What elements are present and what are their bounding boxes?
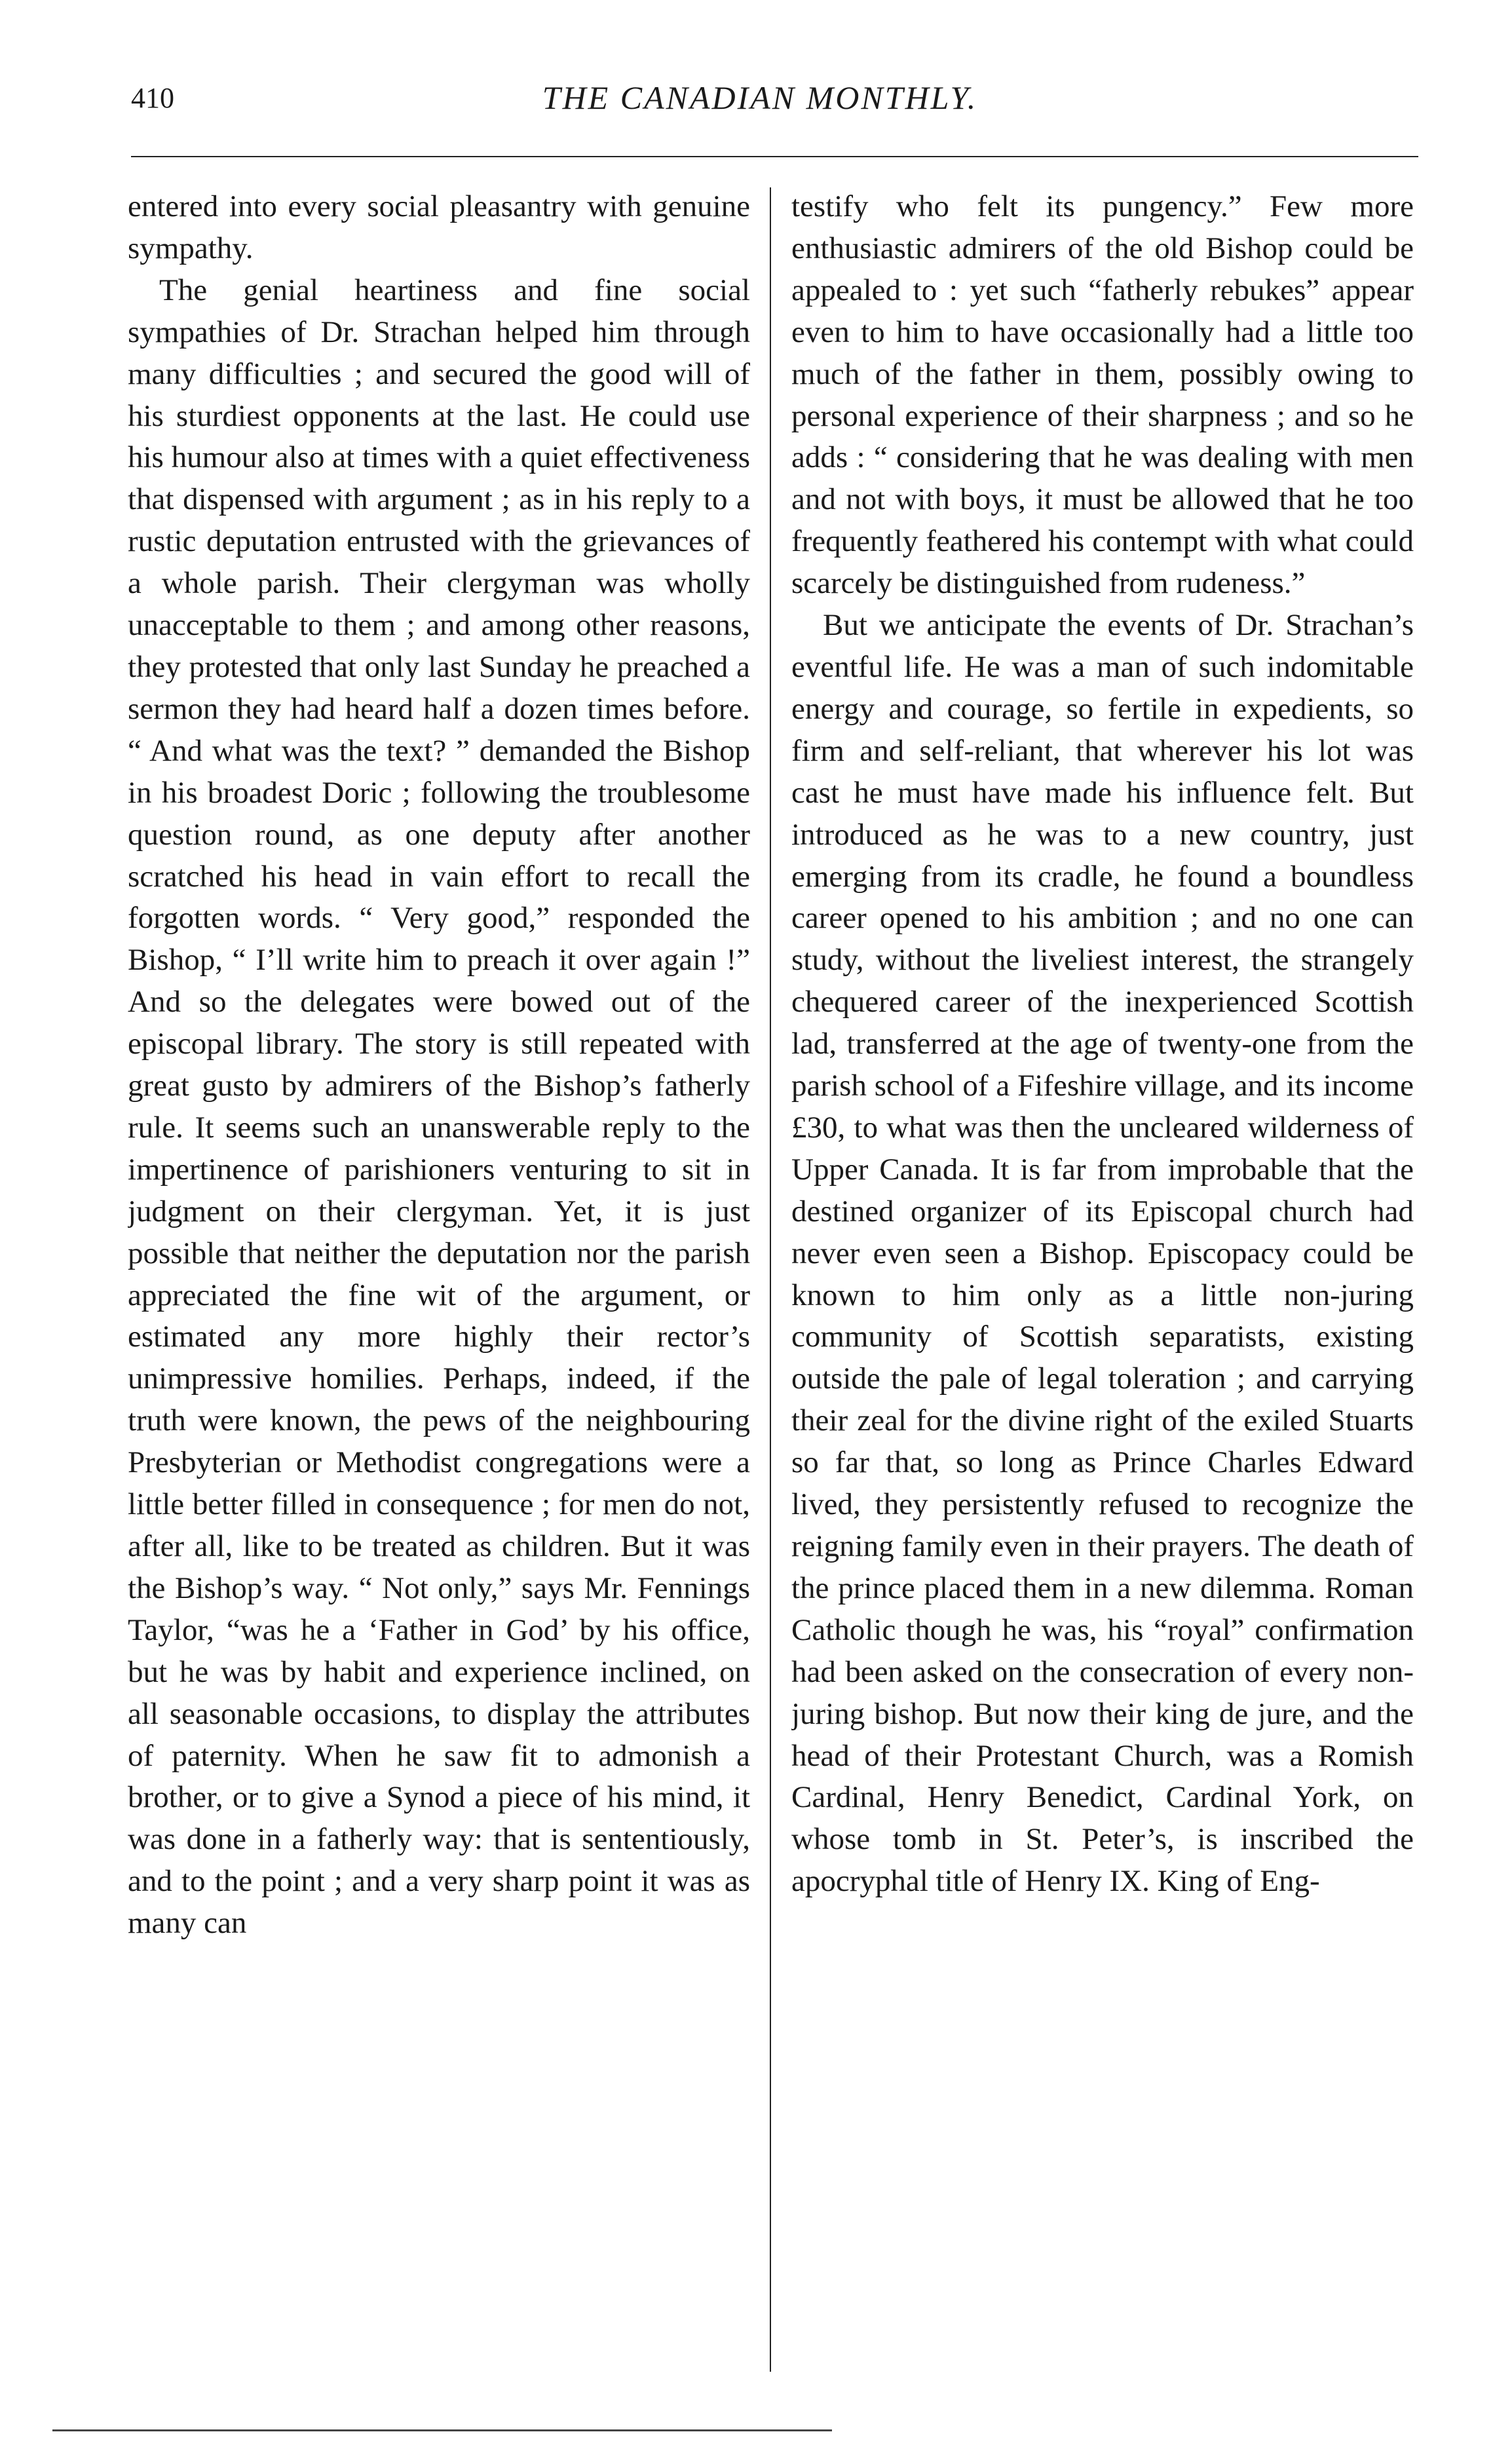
page-number: 410 [131, 82, 174, 114]
footer-rule [52, 2429, 832, 2431]
column-divider [770, 187, 771, 2372]
running-head: THE CANADIAN MONTHLY. [542, 79, 978, 116]
left-column [128, 186, 750, 2374]
right-paragraph-2: But we anticipate the events of Dr. Strachan’s eventful life. He was a man of such indomitable energy and courage, so fertile in expedients, so firm and self-reliant, that wherever his lot was cast he must have made his influence felt. But introduced as he was to a new country, just emerging from its cradle, he found a boundless career opened to his ambition ; and no one can study, without the liveliest interest, the strangely chequered career of the inexperienced Scottish lad, transferred at the age of twenty-one from the parish school of a Fifeshire village, and its income £30, to what was then the uncleared wilderness of Upper Canada. It is far from improbable that the destined organizer of its Episcopal church had never even seen a Bishop. Episcopacy could be known to him only as a little non-juring community of Scottish separatists, existing outside the pale of legal toleration ; and carrying their zeal for the divine right of the exiled Stuarts so far that, so long as Prince Charles Edward lived, they persistently refused to recognize the reigning family even in their prayers. The death of the prince placed them in a new dilemma. Roman Catholic though he was, his “royal” confirmation had been asked on the consecration of every non-juring bishop. But now their king de jure, and the head of their Protestant Church, was a Romish Cardinal, Henry Benedict, Cardinal York, on whose tomb in St. Peter’s, is inscribed the apocryphal title of Henry IX. King of Eng- [791, 608, 1414, 1899]
right-paragraph-1: testify who felt its pungency.” Few more enthusiastic admirers of the old Bishop could be appealed to : yet such “fatherly rebukes” appear even to him to have occasionally had a little too much of the father in them, possibly owing to personal experience of their sharpness ; and so he adds : “ considering that he was dealing with men and not with boys, it must be allowed that he too frequently feathered his contempt with what could scarcely be distinguished from rudeness.” [791, 189, 1414, 601]
right-column [791, 186, 1414, 2374]
left-paragraph-2: The genial heartiness and fine social sympathies of Dr. Strachan helped him through many difficulties ; and secured the good will of his sturdiest opponents at the last. He could use his humour also at times with a quiet effectiveness that dispensed with argument ; as in his reply to a rustic deputation entrusted with the grievances of a whole parish. Their clergyman was wholly unacceptable to them ; and among other reasons, they protested that only last Sunday he preached a sermon they had heard half a dozen times before. “ And what was the text? ” demanded the Bishop in his broadest Doric ; following the troublesome question round, as one deputy after another scratched his head in vain effort to recall the forgotten words. “ Very good,” responded the Bishop, “ I’ll write him to preach it over again !” And so the delegates were bowed out of the episcopal library. The story is still repeated with great gusto by admirers of the Bishop’s fatherly rule. It seems such an unanswerable reply to the impertinence of parishioners venturing to sit in judgment on their clergyman. Yet, it is just possible that neither the deputation nor the parish appreciated the fine wit of the argument, or estimated any more highly their rector’s unimpressive homilies. Perhaps, indeed, if the truth were known, the pews of the neighbouring Presbyterian or Methodist congregations were a little better filled in consequence ; for men do not, after all, like to be treated as children. But it was the Bishop’s way. “ Not only,” says Mr. Fennings Taylor, “was he a ‘Father in God’ by his office, but he was by habit and experience inclined, on all seasonable occasions, to display the attributes of paternity. When he saw fit to admonish a brother, or to give a Synod a piece of his mind, it was done in a fatherly way: that is sententiously, and to the point ; and a very sharp point it was as many can [128, 273, 750, 1941]
header-rule [131, 156, 1418, 157]
left-paragraph-1: entered into every social pleasantry with genuine sympathy. [128, 189, 750, 265]
